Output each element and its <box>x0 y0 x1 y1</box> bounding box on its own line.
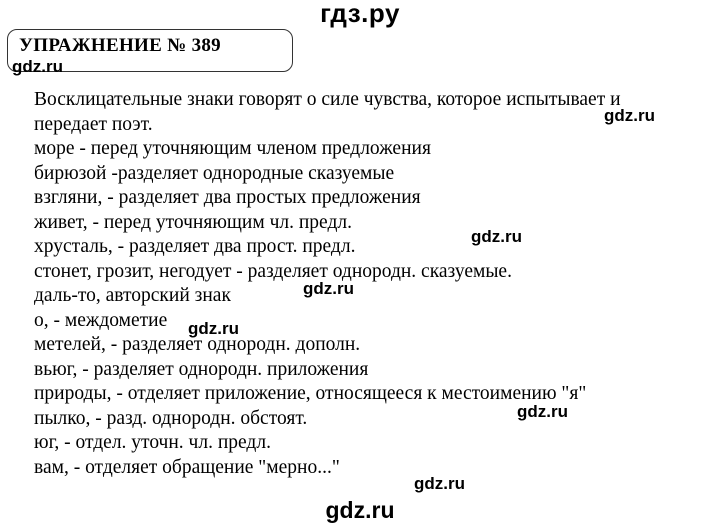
text-line: вьюг, - разделяет однородн. приложения <box>34 358 369 380</box>
text-line: хрусталь, - разделяет два прост. предл. <box>34 236 356 257</box>
text-line: передает поэт. <box>34 113 153 135</box>
watermark: gdz.ru <box>303 279 354 298</box>
text-line: пылко, - разд. однородн. обстоят. <box>34 407 308 429</box>
watermark: gdz.ru <box>188 319 239 338</box>
text-line: стонет, грозит, негодует - разделяет однородн. сказуемые. <box>34 260 512 282</box>
text-line: Восклицательные знаки говорят о силе чувства, которое испытывает и <box>34 89 621 110</box>
exercise-title: УПРАЖНЕНИЕ № 389 <box>19 35 221 56</box>
text-line: вам, - отделяет обращение "мерно..." <box>34 456 340 478</box>
watermark: gdz.ru <box>471 227 522 246</box>
text-line: природы, - отделяет приложение, относящееся к местоимению "я" <box>34 383 587 404</box>
text-line: море - перед уточняющим членом предложения <box>34 138 431 159</box>
text-line: взгляни, - разделяет два простых предложения <box>34 187 421 208</box>
footer-watermark: gdz.ru <box>325 497 395 523</box>
text-line: живет, - перед уточняющим чл. предл. <box>34 211 352 233</box>
text-line: юг, - отдел. уточн. чл. предл. <box>34 432 271 453</box>
text-line: бирюзой -разделяет однородные сказуемые <box>34 162 395 184</box>
watermark: gdz.ru <box>604 106 655 125</box>
text-line: даль-то, авторский знак <box>34 285 231 306</box>
site-header: гдз.ру <box>320 0 400 28</box>
watermark: gdz.ru <box>12 57 63 76</box>
watermark: gdz.ru <box>517 402 568 421</box>
watermark: gdz.ru <box>414 474 465 493</box>
text-line: о, - междометие <box>34 309 168 331</box>
answer-text <box>34 88 704 480</box>
text-line: метелей, - разделяет однородн. дополн. <box>34 334 361 355</box>
